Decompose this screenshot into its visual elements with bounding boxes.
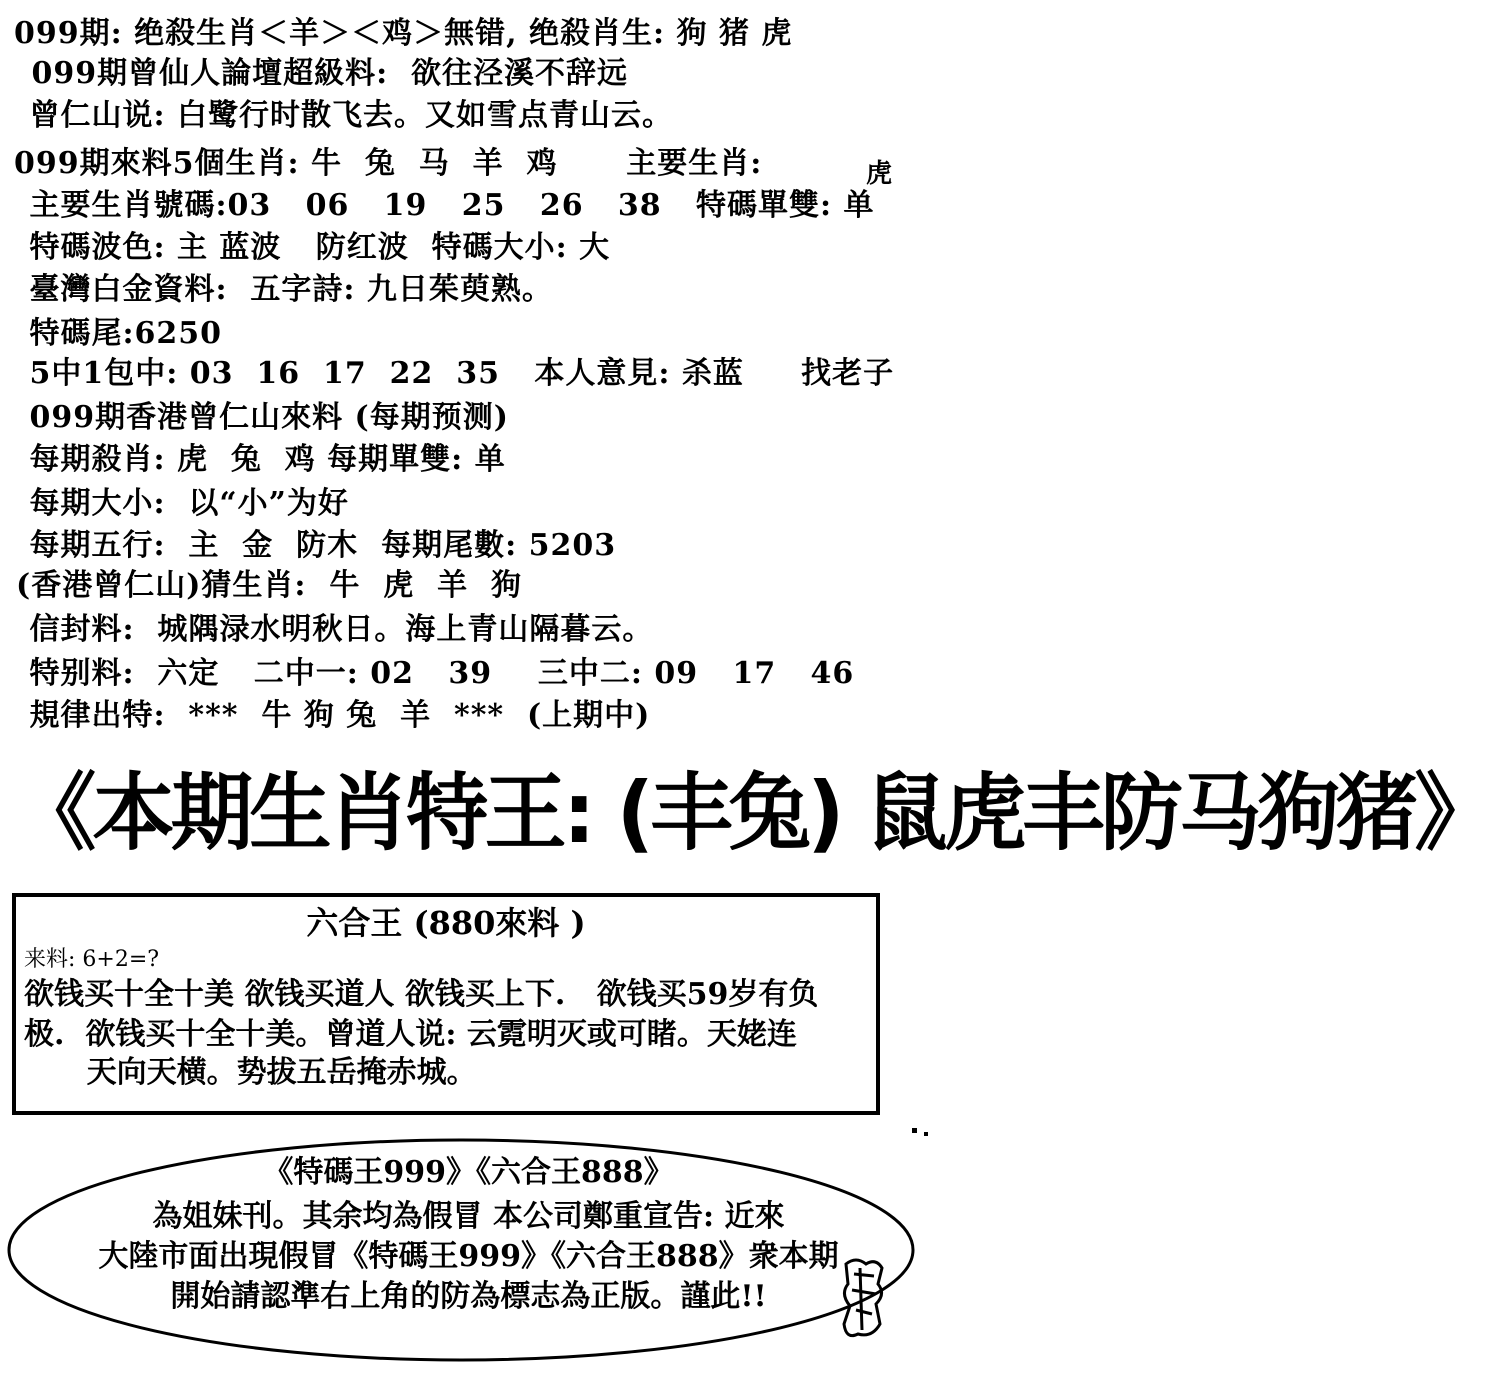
text-line-9: 5中1包中: 03 16 17 22 35 本人意見: 杀蓝 找老子 [18, 356, 895, 391]
speck [924, 1132, 928, 1136]
big-title: 《本期生肖特王: (丰兔) 鼠虎丰防马狗猪》 [14, 764, 1493, 862]
text-line-7: 臺灣白金資料: 五字詩: 九日茱萸熟。 [18, 272, 553, 307]
text-line-16: 特别料: 六定 二中一: 02 39 三中二: 09 17 46 [18, 656, 855, 691]
text-line-11: 每期殺肖: 虎 兔 鸡 每期單雙: 单 [18, 442, 506, 477]
text-line-13: 每期五行: 主 金 防木 每期尾數: 5203 [18, 528, 617, 563]
box-line-2: 极. 欲钱买十全十美。曾道人说: 云霓明灭或可睹。天姥连 [24, 1017, 797, 1052]
box-line-3: 天向天横。势拔五岳掩赤城。 [24, 1055, 477, 1090]
text-line-10: 099期香港曾仁山來料 (每期预测) [18, 400, 509, 435]
text-line-8: 特碼尾:6250 [18, 316, 223, 351]
text-line-4-tail: 虎 [866, 159, 894, 189]
text-line-5: 主要生肖號碼:03 06 19 25 26 38 特碼單雙: 单 [18, 188, 875, 223]
text-line-15: 信封料: 城隅渌水明秋日。海上青山隔暮云。 [18, 612, 654, 647]
box-source: 来料: 6+2=? [24, 947, 160, 972]
text-line-17: 規律出特: *** 牛 狗 兔 羊 *** (上期中) [18, 698, 651, 733]
notice-line-2: 為姐妹刊。其余均為假冒 本公司鄭重宣告: 近來 [152, 1199, 785, 1234]
speck [912, 1128, 917, 1133]
text-line-3: 曾仁山说: 白鹭行时散飞去。又如雪点青山云。 [18, 98, 673, 133]
notice-line-4: 開始請認準右上角的防為標志為正版。謹此!! [170, 1279, 767, 1314]
text-line-2: 099期曾仙人論壇超級料: 欲往泾溪不辞远 [20, 56, 629, 91]
text-line-14: (香港曾仁山)猜生肖: 牛 虎 羊 狗 [16, 568, 523, 603]
text-line-12: 每期大小: 以“小”为好 [18, 486, 349, 521]
notice-line-1: 《特碼王999》《六合王888》 [263, 1155, 674, 1190]
text-line-6: 特碼波色: 主 蓝波 防红波 特碼大小: 大 [18, 230, 611, 265]
text-line-1: 099期: 绝殺生肖＜羊＞＜鸡＞無错, 绝殺肖生: 狗 猪 虎 [14, 16, 793, 51]
seal-stamp [836, 1254, 892, 1344]
box-line-1: 欲钱买十全十美 欲钱买道人 欲钱买上下. 欲钱买59岁有负 [24, 977, 819, 1012]
liuhewang-box [12, 893, 880, 1115]
notice-line-3: 大陸市面出現假冒《特碼王999》《六合王888》衆本期 [98, 1239, 839, 1274]
text-line-4: 099期來料5個生肖: 牛 兔 马 羊 鸡 主要生肖: [14, 146, 763, 181]
box-title: 六合王 (880來料 ) [306, 904, 586, 942]
